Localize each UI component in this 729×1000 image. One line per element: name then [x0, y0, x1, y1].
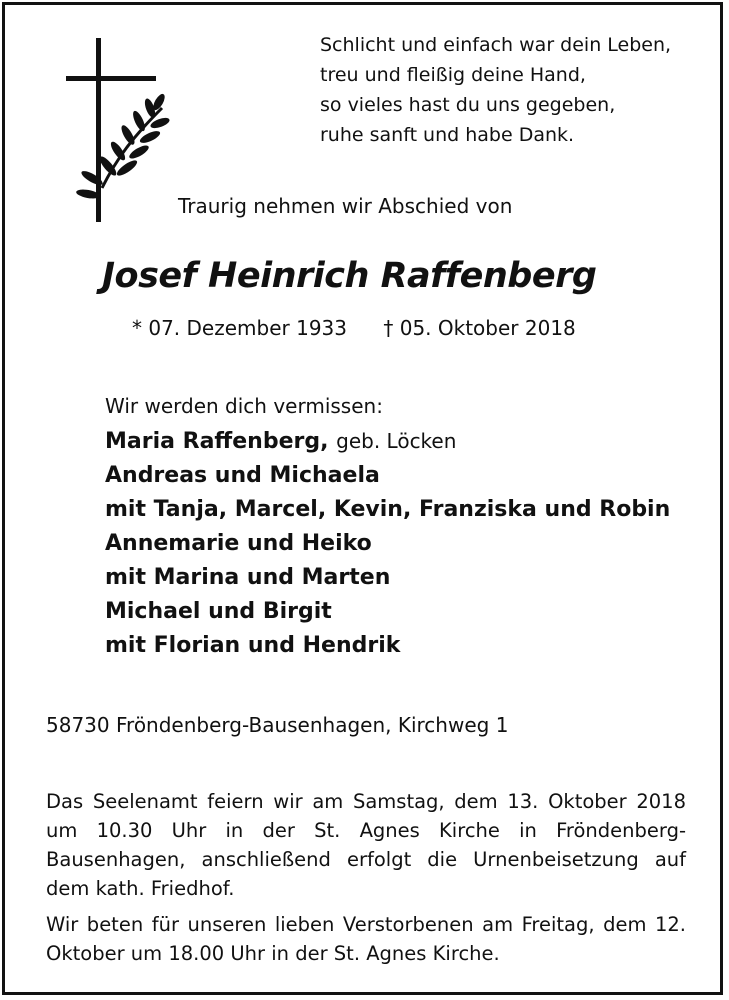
mourners-list — [105, 394, 670, 663]
prayer-paragraph: Wir beten für unseren lieben Verstorbenen am Freitag, dem 12. Oktober um 18.00 Uhr in der St. Agnes Kirche. — [46, 913, 686, 965]
service-paragraph: Das Seelenamt feiern wir am Samstag, dem 13. Oktober 2018 um 10.30 Uhr in der St. Agnes Kirche in Fröndenberg-Bausenhagen, anschließend erfolgt die Urnenbeisetzung auf dem kath. Friedhof. — [46, 790, 686, 900]
death-date: † 05. Oktober 2018 — [383, 316, 576, 340]
mourner-row — [105, 424, 670, 459]
birth-date: * 07. Dezember 1933 — [132, 316, 347, 340]
mourner-name: Maria Raffenberg, — [105, 429, 329, 454]
mourner-row: mit Marina und Marten — [105, 565, 391, 590]
poem-line: Schlicht und einfach war dein Leben, — [320, 34, 672, 56]
cross-with-branch-icon — [62, 38, 172, 223]
deceased-name: Josef Heinrich Raffenberg — [102, 256, 597, 296]
poem-line: so vieles hast du uns gegeben, — [320, 94, 616, 116]
mourner-row: mit Tanja, Marcel, Kevin, Franziska und Robin — [105, 497, 671, 522]
life-dates — [132, 316, 576, 340]
intro-text: Traurig nehmen wir Abschied von — [178, 194, 513, 218]
mourners-lead: Wir werden dich vermissen: — [105, 394, 383, 418]
mourner-row: Andreas und Michaela — [105, 463, 380, 488]
poem — [320, 30, 671, 150]
maiden-name-note: geb. Löcken — [336, 429, 457, 453]
mourner-row: mit Florian und Hendrik — [105, 633, 401, 658]
mourner-row: Annemarie und Heiko — [105, 531, 372, 556]
poem-line: treu und fleißig deine Hand, — [320, 64, 586, 86]
mourner-row: Michael und Birgit — [105, 599, 332, 624]
family-address: 58730 Fröndenberg-Bausenhagen, Kirchweg 1 — [46, 713, 509, 737]
poem-line: ruhe sanft und habe Dank. — [320, 124, 575, 146]
